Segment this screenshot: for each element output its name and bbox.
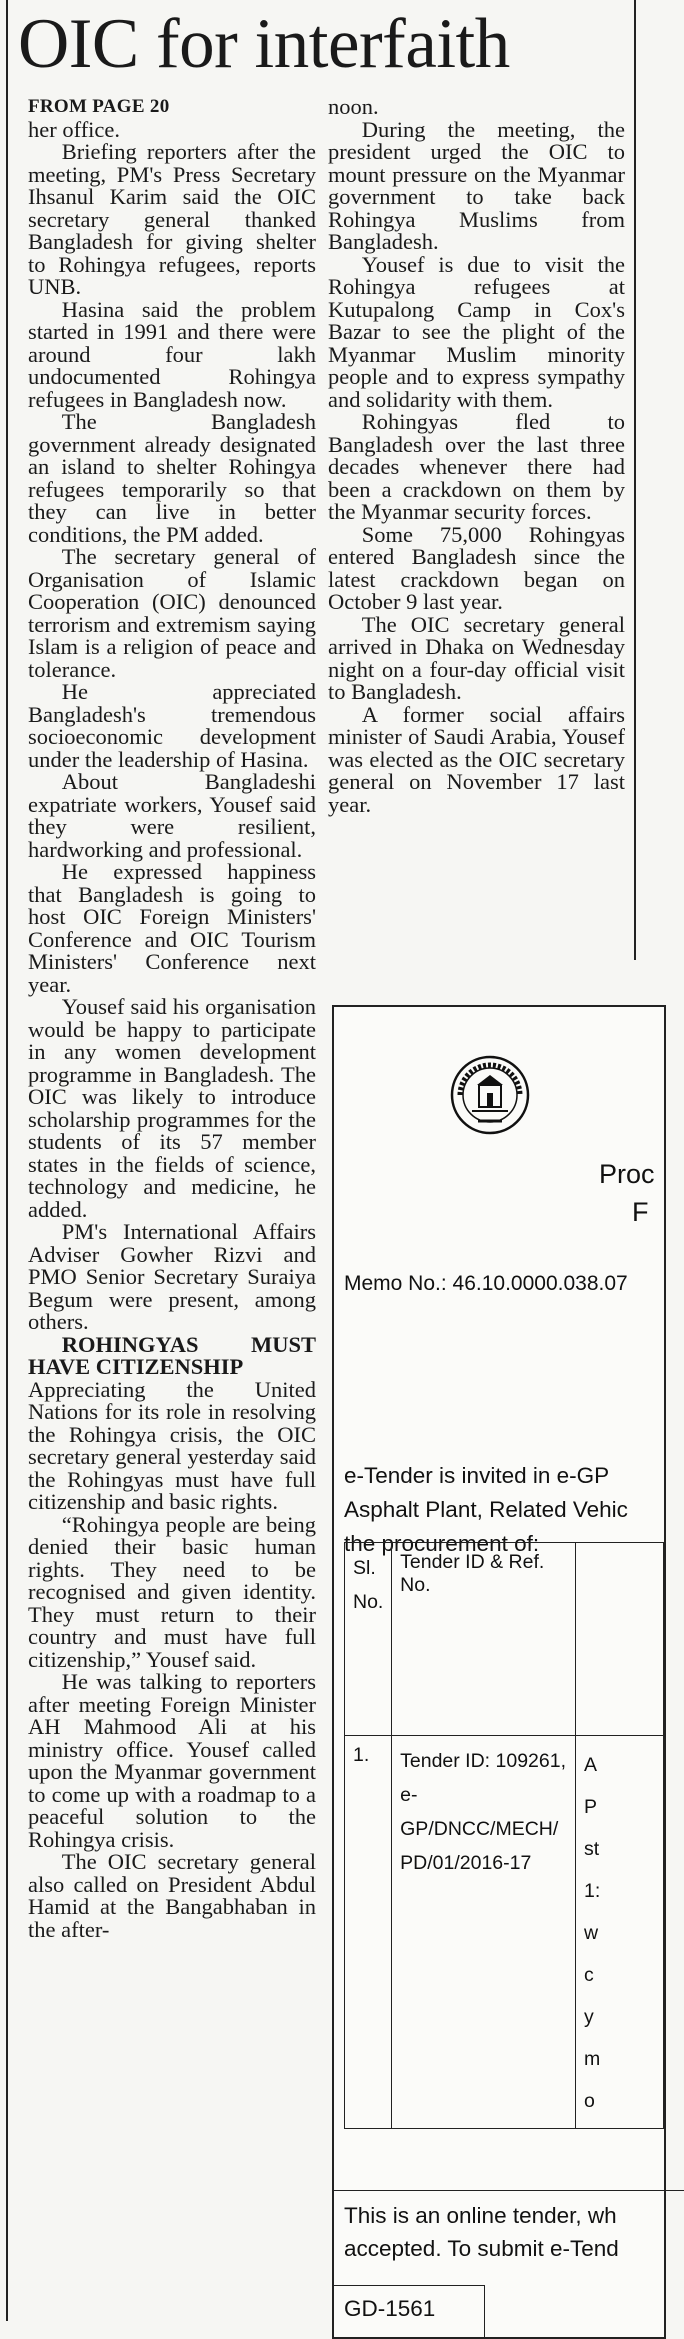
row-sl: 1. [345, 1736, 392, 2129]
table-header-row [345, 1543, 664, 1736]
note-line: This is an online tender, wh [344, 2203, 617, 2228]
memo-number: Memo No.: 46.10.0000.038.07 [344, 1272, 628, 1295]
header-text: Sl. [353, 1557, 376, 1579]
desc-fragment: 1: [584, 1880, 601, 1902]
paragraph: The OIC secretary general arrived in Dhaka on Wednesday night on a four-day official visit to Bangladesh. [328, 611, 625, 704]
ad-title-line-2: F [632, 1197, 649, 1227]
paragraph: He was talking to reporters after meeting Foreign Minister AH Mahmood Ali at his ministry office. Yousef called upon the Myanmar government to come up with a roadmap to a peaceful solution to the Rohingya crisis. [28, 1669, 316, 1852]
column-rule-left [6, 0, 8, 2321]
desc-fragment: o [584, 2090, 595, 2112]
paragraph: her office. [28, 116, 121, 142]
tender-table [344, 1542, 664, 2129]
desc-fragment: m [584, 2048, 601, 2070]
paragraph: He appreciated Bangladesh's tremendous socioeconomic development under the leadership of Hasina. [28, 679, 316, 772]
from-page-label: FROM PAGE 20 [28, 96, 170, 117]
header-text: No. [353, 1591, 384, 1613]
row-tender-id [392, 1736, 576, 2129]
paragraph: Hasina said the problem started in 1991 and there were around four lakh undocumented Rohingya refugees in Bangladesh now. [28, 296, 316, 412]
article-column-1 [28, 96, 316, 1941]
header-sl-no [345, 1543, 392, 1736]
intro-line: the procurement of: [344, 1531, 540, 1556]
paragraph: The secretary general of Organisation of Islamic Cooperation (OIC) denounced terrorism and extremism saying Islam is a religion of peace and tolerance. [28, 544, 316, 682]
column-rule-right [634, 0, 636, 960]
paragraph: The OIC secretary general also called on President Abdul Hamid at the Bangabhaban in the after- [28, 1849, 316, 1942]
header-description [576, 1543, 664, 1736]
desc-fragment: P [584, 1796, 598, 1818]
paragraph: About Bangladeshi expatriate workers, Yousef said they were resilient, hardworking and professional. [28, 769, 316, 862]
headline: OIC for interfaith [18, 5, 510, 83]
header-tender-id: Tender ID & Ref. No. [392, 1543, 576, 1736]
ad-title-line-1: Proc [599, 1159, 655, 1189]
online-tender-note [334, 2190, 684, 2273]
paragraph: A former social affairs minister of Saudi Arabia, Yousef was elected as the OIC secretary general on November 17 last year. [328, 701, 625, 817]
intro-line: e-Tender is invited in e-GP [344, 1463, 610, 1488]
desc-fragment: st [584, 1838, 600, 1860]
desc-fragment: w [584, 1922, 599, 1944]
city-corporation-seal-icon [450, 1055, 530, 1135]
tender-id-line: PD/01/2016-17 [400, 1852, 532, 1874]
paragraph: “Rohingya people are being denied their basic human rights. They need to be recognised and given identity. They must return to their country and must have full citizenship,” Yousef said. [28, 1511, 316, 1672]
paragraph: Yousef is due to visit the Rohingya refugees at Kutupalong Camp in Cox's Bazar to see the plight of the Myanmar Muslim minority people and to express sympathy and solidarity with them. [328, 251, 625, 412]
paragraph: Appreciating the United Nations for its role in resolving the Rohingya crisis, the OIC secretary general yesterday said the Rohingyas must have full citizenship and basic rights. [28, 1376, 316, 1514]
paragraph: noon. [328, 94, 379, 119]
note-line: accepted. To submit e-Tend [344, 2236, 619, 2261]
row-description [576, 1736, 664, 2129]
desc-fragment: y [584, 2006, 594, 2028]
paragraph: The Bangladesh government already designated an island to shelter Rohingya refugees temporarily so that they can live in better conditions, the PM added. [28, 409, 316, 547]
paragraph: He expressed happiness that Bangladesh is going to host OIC Foreign Ministers' Conference and OIC Tourism Ministers' Conference next year. [28, 859, 316, 997]
intro-line: Asphalt Plant, Related Vehic [344, 1497, 628, 1522]
table-row [345, 1736, 664, 2129]
tender-id-line: e-GP/DNCC/MECH/ [400, 1784, 559, 1840]
tender-notice-ad [332, 1005, 666, 2339]
gd-number-box [334, 2285, 485, 2338]
paragraph: Some 75,000 Rohingyas entered Bangladesh since the latest crackdown began on October 9 last year. [328, 521, 625, 614]
desc-fragment: A [584, 1754, 598, 1776]
paragraph: PM's International Affairs Adviser Gowher Rizvi and PMO Senior Secretary Suraiya Begum were present, among others. [28, 1219, 316, 1334]
article-column-2 [328, 96, 625, 816]
paragraph: During the meeting, the president urged the OIC to mount pressure on the Myanmar government to take back Rohingya Muslims from Bangladesh. [328, 116, 625, 254]
gd-number: GD-1561 [344, 2296, 436, 2321]
subheading: ROHINGYAS MUST HAVE CITIZENSHIP [28, 1331, 316, 1379]
paragraph: Rohingyas fled to Bangladesh over the last three decades whenever there had been a crackdown on them by the Myanmar security forces. [328, 409, 625, 524]
desc-fragment: c [584, 1964, 594, 1986]
paragraph: Yousef said his organisation would be happy to participate in any women development programme in Bangladesh. The OIC was likely to introduce scholarship programmes for the students of its 57 member states in the fields of science, technology and medicine, he added. [28, 994, 316, 1222]
paragraph: Briefing reporters after the meeting, PM's Press Secretary Ihsanul Karim said the OIC secretary general thanked Bangladesh for giving shelter to Rohingya refugees, reports UNB. [28, 139, 316, 299]
tender-id-line: Tender ID: 109261, [400, 1750, 567, 1772]
